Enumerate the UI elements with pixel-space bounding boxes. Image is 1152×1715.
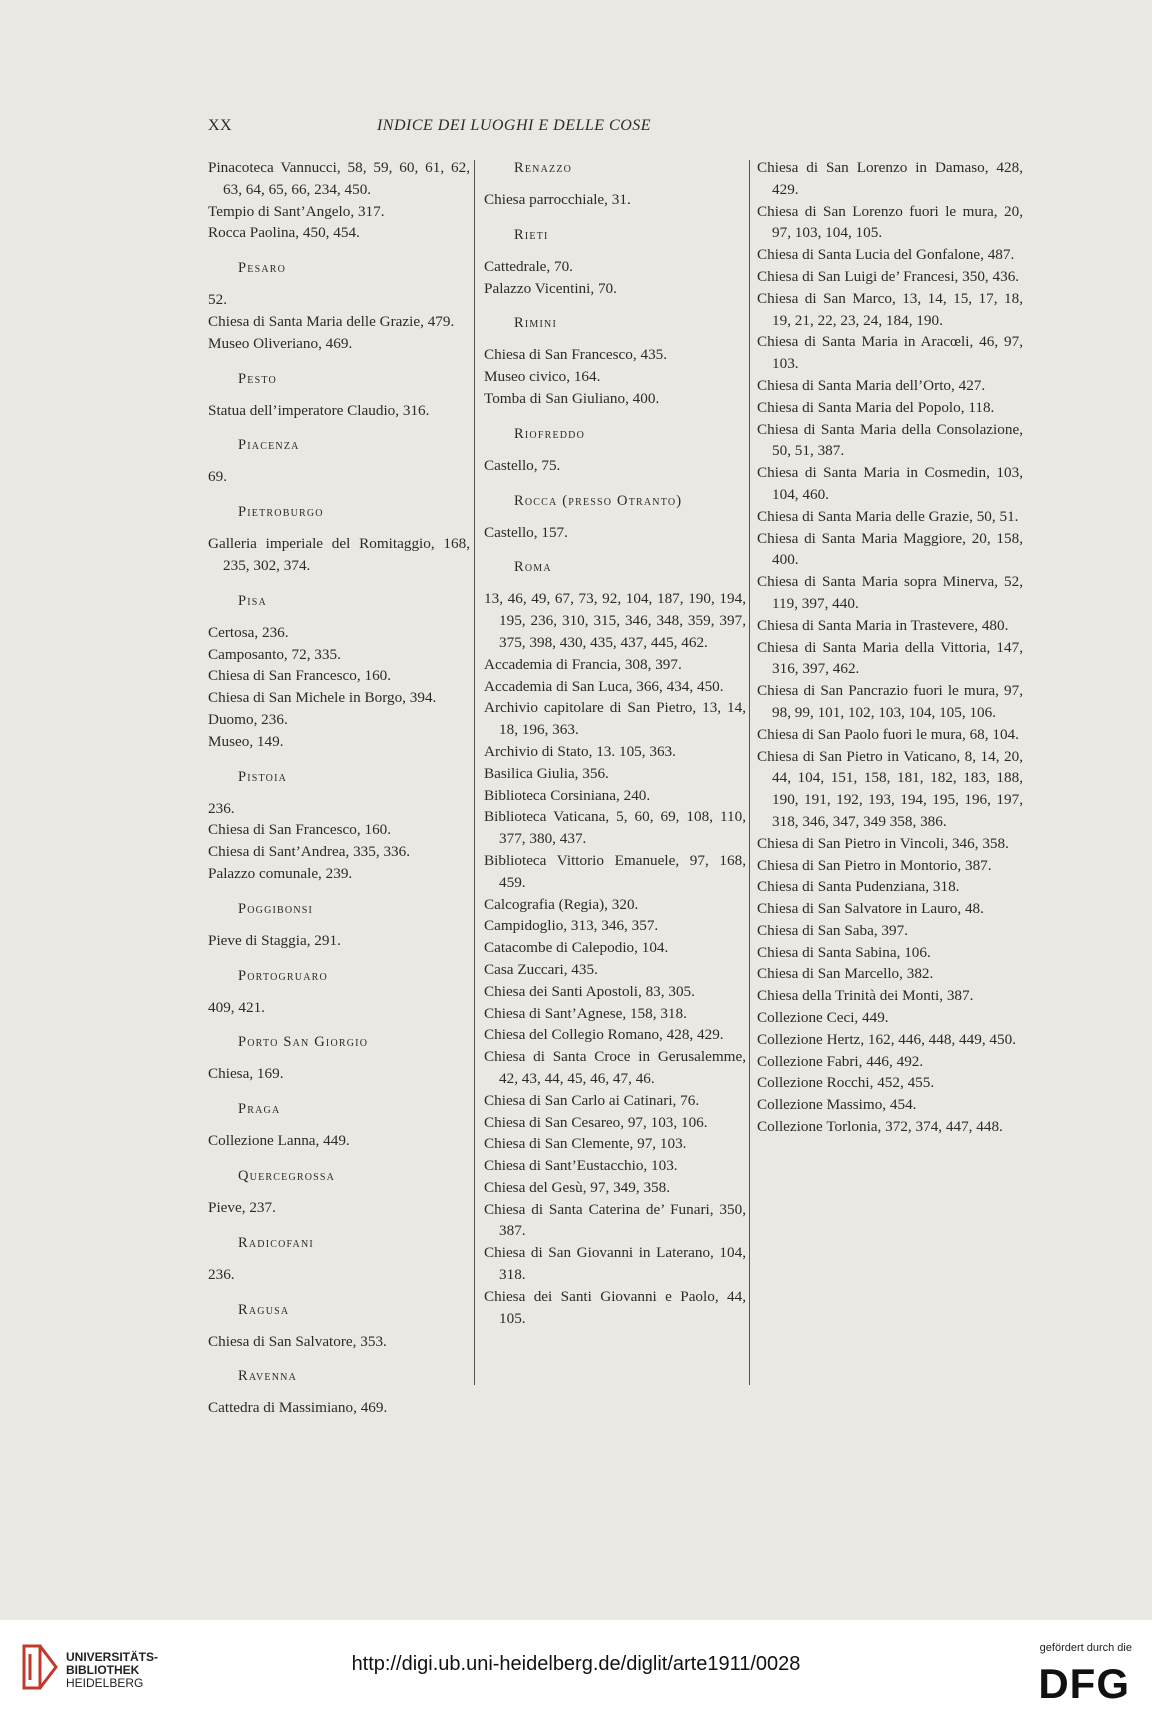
index-section: [208, 257, 470, 354]
index-entry: Chiesa di San Marcello, 382.: [757, 965, 934, 983]
index-entry: Pieve di Staggia, 291.: [208, 931, 341, 949]
index-entry: 236.: [208, 799, 235, 817]
index-entry: Chiesa di San Saba, 397.: [757, 921, 909, 939]
index-section: [208, 368, 470, 422]
index-entry: Chiesa di Santa Maria delle Grazie, 50, 51.: [757, 507, 1019, 525]
place-heading: Rimini: [514, 315, 557, 332]
index-entry: Chiesa di San Clemente, 97, 103.: [484, 1135, 687, 1153]
index-entry: Chiesa di Sant’Andrea, 335, 336.: [208, 843, 411, 861]
index-section: [208, 590, 470, 753]
index-entry: Castello, 75.: [484, 456, 561, 474]
place-heading: Portogruaro: [238, 967, 328, 984]
index-column-1: [208, 157, 470, 1419]
place-heading: Praga: [238, 1101, 281, 1118]
index-entry: Pinacoteca Vannucci, 58, 59, 60, 61, 62, 63, 64, 65, 66, 234, 450.: [208, 159, 470, 198]
index-entry: Collezione Massimo, 454.: [757, 1096, 917, 1114]
index-entry: 52.: [208, 291, 227, 309]
index-entry: Collezione Lanna, 449.: [208, 1132, 350, 1150]
place-heading: Rieti: [514, 226, 549, 243]
index-entry: Museo Oliveriano, 469.: [208, 334, 353, 352]
index-entry: Museo, 149.: [208, 732, 284, 750]
index-entry: Chiesa di San Pietro in Vincoli, 346, 358.: [757, 834, 1009, 852]
index-entry: Chiesa di Santa Caterina de’ Funari, 350, 387.: [484, 1200, 746, 1240]
index-section: [208, 965, 470, 1019]
index-entry: Chiesa di San Lorenzo fuori le mura, 20, 97, 103, 104, 105.: [757, 202, 1023, 242]
place-heading: Pietroburgo: [238, 504, 324, 521]
index-entry: Chiesa di Santa Pudenziana, 318.: [757, 878, 960, 896]
index-entry: Galleria imperiale del Romitaggio, 168, 235, 302, 374.: [208, 535, 470, 574]
index-entry: Certosa, 236.: [208, 623, 289, 641]
index-entry: Chiesa parrocchiale, 31.: [484, 191, 631, 208]
index-entry: 409, 421.: [208, 998, 265, 1016]
index-entry: Casa Zuccari, 435.: [484, 960, 598, 978]
index-section: [208, 898, 470, 952]
index-entry: Chiesa di San Paolo fuori le mura, 68, 104.: [757, 725, 1019, 743]
index-entry: Rocca Paolina, 450, 454.: [208, 224, 360, 242]
index-entry: Chiesa di Santa Maria sopra Minerva, 52, 119, 397, 440.: [757, 573, 1023, 612]
place-heading: Renazzo: [514, 160, 573, 176]
index-entry: Chiesa di San Lorenzo in Damaso, 428, 429.: [757, 159, 1023, 198]
index-section: [484, 224, 746, 300]
index-section: [208, 501, 470, 577]
index-entry: Chiesa, 169.: [208, 1065, 284, 1083]
index-entry: Chiesa di Santa Maria Maggiore, 20, 158, 400.: [757, 529, 1023, 569]
place-heading: Ragusa: [238, 1301, 290, 1318]
index-entry: Chiesa di San Michele in Borgo, 394.: [208, 689, 437, 707]
index-entry: Pieve, 237.: [208, 1198, 276, 1216]
index-entry: 69.: [208, 468, 227, 486]
index-entry: Accademia di San Luca, 366, 434, 450.: [484, 677, 724, 695]
index-entry: 13, 46, 49, 67, 73, 92, 104, 187, 190, 194, 195, 236, 310, 315, 346, 348, 359, 397, 375, 398, 430, 435, 437, 445, 462.: [484, 590, 746, 651]
index-entry: Chiesa di Santa Maria dell’Orto, 427.: [757, 376, 986, 394]
index-entry: Archivio di Stato, 13. 105, 363.: [484, 742, 676, 760]
index-section: [208, 1299, 470, 1353]
column-divider: [749, 160, 750, 1385]
place-heading: Pesto: [238, 370, 277, 387]
index-section: [757, 157, 1023, 1138]
index-entry: Biblioteca Vittorio Emanuele, 97, 168, 459.: [484, 851, 746, 891]
index-entry: Chiesa di San Cesareo, 97, 103, 106.: [484, 1113, 708, 1131]
index-entry: Chiesa di San Carlo ai Catinari, 76.: [484, 1091, 700, 1109]
index-entry: Chiesa di San Luigi de’ Francesi, 350, 436.: [757, 267, 1020, 285]
index-section: [208, 766, 470, 885]
library-name-line: HEIDELBERG: [66, 1676, 144, 1690]
funding-note: gefördert durch die: [1039, 1642, 1132, 1654]
page-header: [208, 117, 780, 141]
index-entry: Cattedra di Massimiano, 469.: [208, 1399, 388, 1417]
dfg-logo: DFG: [1038, 1660, 1130, 1707]
index-section: [484, 490, 746, 544]
page-number: XX: [208, 117, 233, 134]
index-entry: Chiesa di San Francesco, 160.: [208, 667, 392, 685]
index-entry: Campidoglio, 313, 346, 357.: [484, 917, 659, 935]
index-entry: Palazzo comunale, 239.: [208, 864, 353, 882]
column-divider: [474, 160, 475, 1385]
index-entry: Calcografia (Regia), 320.: [484, 895, 639, 913]
index-entry: Chiesa di Santa Maria del Popolo, 118.: [757, 398, 995, 416]
index-entry: Museo civico, 164.: [484, 368, 601, 386]
index-section: [484, 157, 746, 211]
index-entry: Chiesa di San Pancrazio fuori le mura, 97, 98, 99, 101, 102, 103, 104, 105, 106.: [757, 682, 1023, 721]
index-entry: Chiesa di Sant’Agnese, 158, 318.: [484, 1004, 687, 1022]
index-entry: Collezione Torlonia, 372, 374, 447, 448.: [757, 1118, 1003, 1136]
index-entry: Camposanto, 72, 335.: [208, 645, 341, 663]
index-entry: Chiesa di San Francesco, 435.: [484, 346, 668, 364]
index-entry: Chiesa di Santa Lucia del Gonfalone, 487.: [757, 246, 1015, 264]
place-heading: Quercegrossa: [238, 1167, 336, 1184]
index-entry: Collezione Fabri, 446, 492.: [757, 1052, 924, 1070]
index-column-3: [757, 157, 1023, 1138]
index-section: [208, 1365, 470, 1419]
index-section: [208, 1031, 470, 1085]
index-section: [208, 434, 470, 488]
index-entry: Chiesa del Collegio Romano, 428, 429.: [484, 1026, 724, 1044]
index-entry: Cattedrale, 70.: [484, 257, 573, 275]
index-entry: Chiesa del Gesù, 97, 349, 358.: [484, 1178, 671, 1196]
index-entry: Chiesa di San Giovanni in Laterano, 104, 318.: [484, 1244, 746, 1284]
index-entry: Chiesa di Santa Croce in Gerusalemme, 42, 43, 44, 45, 46, 47, 46.: [484, 1048, 746, 1087]
index-entry: Chiesa di Santa Maria in Aracœli, 46, 97, 103.: [757, 333, 1023, 373]
index-entry: Chiesa di Santa Sabina, 106.: [757, 943, 931, 961]
place-heading: Poggibonsi: [238, 900, 314, 917]
index-entry: Chiesa di San Salvatore in Lauro, 48.: [757, 900, 984, 918]
source-url-link[interactable]: http://digi.ub.uni-heidelberg.de/diglit/arte1911/0028: [351, 1653, 801, 1675]
index-entry: Archivio capitolare di San Pietro, 13, 14, 18, 196, 363.: [484, 699, 746, 739]
page-title: INDICE DEI LUOGHI E DELLE COSE: [376, 117, 652, 134]
index-section: [484, 423, 746, 477]
digitization-footer: [0, 1620, 1152, 1715]
place-heading: Rocca (presso Otranto): [514, 492, 683, 509]
index-entry: Chiesa di San Pietro in Vaticano, 8, 14, 20, 44, 104, 151, 158, 181, 182, 183, 188, 190, 191, 192, 193, 194, 195, 196, 197, 318, 346, 347, 349 358, 386.: [757, 747, 1023, 830]
place-heading: Porto San Giorgio: [238, 1034, 369, 1051]
place-heading: Radicofani: [238, 1234, 314, 1251]
index-entry: Chiesa dei Santi Giovanni e Paolo, 44, 105.: [484, 1287, 746, 1327]
index-entry: Chiesa di San Marco, 13, 14, 15, 17, 18, 19, 21, 22, 23, 24, 184, 190.: [757, 289, 1023, 329]
index-entry: Chiesa di Santa Maria delle Grazie, 479.: [208, 312, 455, 330]
index-entry: Palazzo Vicentini, 70.: [484, 279, 617, 297]
index-entry: Basilica Giulia, 356.: [484, 764, 609, 782]
index-section: [208, 1165, 470, 1219]
index-entry: Biblioteca Corsiniana, 240.: [484, 786, 651, 804]
index-entry: Chiesa di Santa Maria in Cosmedin, 103, 104, 460.: [757, 464, 1023, 503]
place-heading: Ravenna: [238, 1368, 297, 1385]
index-section: [484, 312, 746, 409]
index-entry: Accademia di Francia, 308, 397.: [484, 655, 682, 673]
place-heading: Pesaro: [238, 260, 287, 277]
index-entry: 236.: [208, 1265, 235, 1283]
index-entry: Chiesa di San Salvatore, 353.: [208, 1332, 387, 1350]
index-section: [208, 1098, 470, 1152]
index-section: [484, 556, 746, 1329]
library-name-line: BIBLIOTHEK: [66, 1663, 140, 1677]
place-heading: Riofreddo: [514, 425, 586, 442]
place-heading: Piacenza: [238, 437, 300, 454]
place-heading: Pisa: [238, 592, 267, 609]
index-section: [208, 157, 470, 244]
index-entry: Collezione Hertz, 162, 446, 448, 449, 450.: [757, 1030, 1016, 1048]
index-entry: Chiesa di Santa Maria della Vittoria, 147, 316, 397, 462.: [757, 638, 1023, 678]
index-entry: Chiesa della Trinità dei Monti, 387.: [757, 987, 974, 1005]
index-entry: Chiesa dei Santi Apostoli, 83, 305.: [484, 982, 695, 1000]
index-entry: Chiesa di San Francesco, 160.: [208, 821, 392, 839]
place-heading: Pistoia: [238, 768, 288, 785]
index-entry: Chiesa di San Pietro in Montorio, 387.: [757, 856, 992, 874]
index-entry: Castello, 157.: [484, 523, 568, 541]
index-entry: Duomo, 236.: [208, 710, 288, 728]
index-entry: Tempio di Sant’Angelo, 317.: [208, 202, 385, 220]
index-column-2: [484, 157, 746, 1329]
index-entry: Statua dell’imperatore Claudio, 316.: [208, 401, 430, 419]
index-entry: Collezione Rocchi, 452, 455.: [757, 1074, 935, 1092]
index-section: [208, 1232, 470, 1286]
index-entry: Tomba di San Giuliano, 400.: [484, 389, 660, 407]
index-entry: Collezione Ceci, 449.: [757, 1009, 889, 1027]
index-entry: Chiesa di Santa Maria in Trastevere, 480.: [757, 616, 1009, 634]
place-heading: Roma: [514, 559, 552, 576]
index-entry: Biblioteca Vaticana, 5, 60, 69, 108, 110, 377, 380, 437.: [484, 808, 746, 848]
index-entry: Chiesa di Sant’Eustacchio, 103.: [484, 1157, 678, 1175]
index-entry: Catacombe di Calepodio, 104.: [484, 939, 669, 957]
library-name-line: UNIVERSITÄTS-: [66, 1650, 159, 1664]
index-entry: Chiesa di Santa Maria della Consolazione, 50, 51, 387.: [757, 420, 1023, 460]
